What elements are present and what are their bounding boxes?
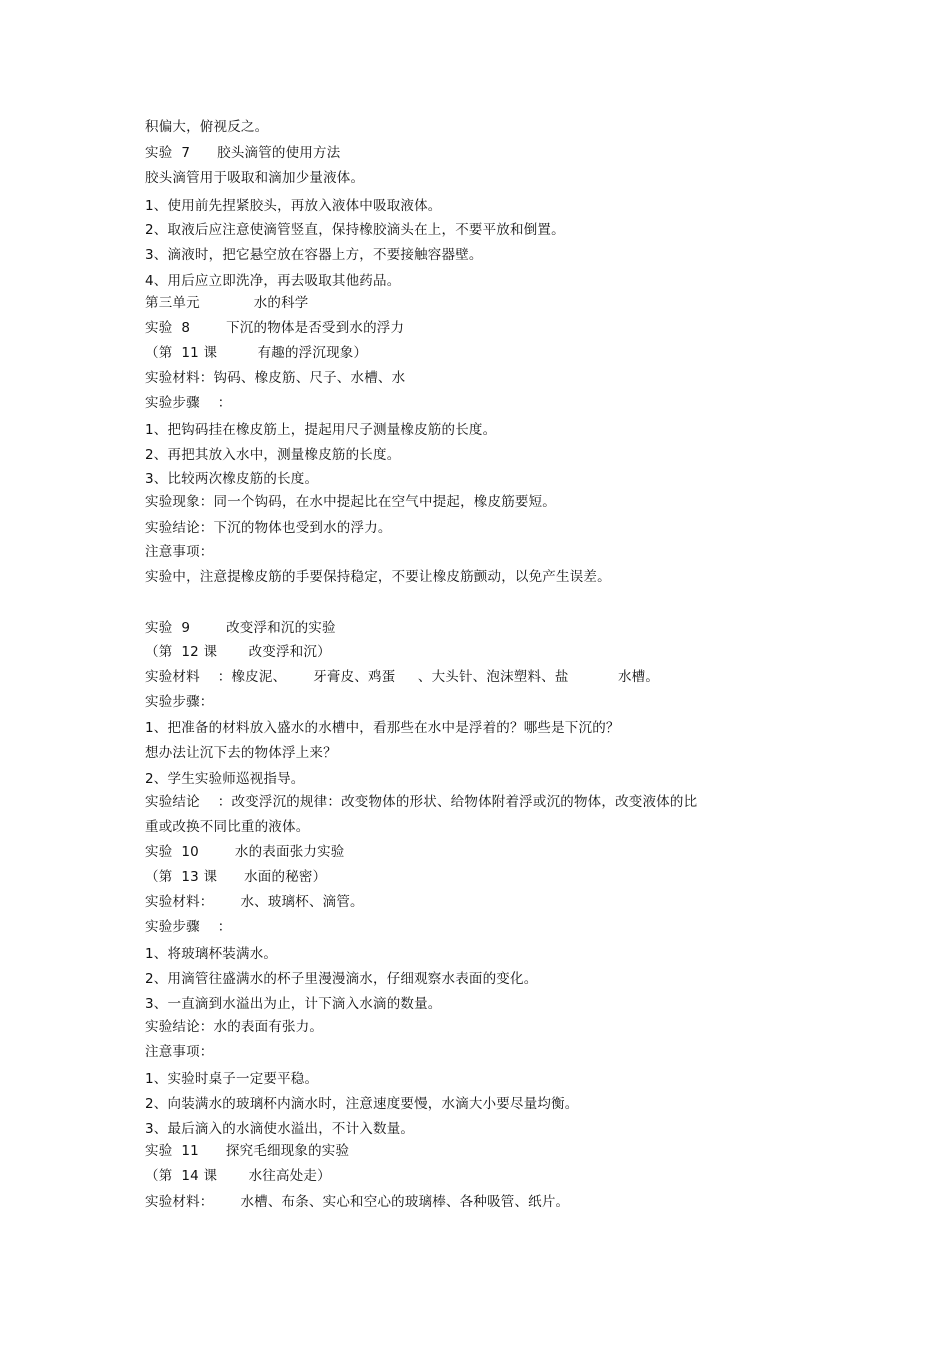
lesson-line: （第 13 课 水面的秘密） xyxy=(145,869,327,885)
text-line: 实验材料 ：橡皮泥、 牙膏皮、鸡蛋 、大头针、泡沫塑料、盐 水槽。 xyxy=(145,669,660,685)
experiment-heading: 实验 7 胶头滴管的使用方法 xyxy=(145,145,341,161)
text-line: 注意事项： xyxy=(145,1044,214,1060)
list-item: 4、用后应立即洗净，再去吸取其他药品。 xyxy=(145,273,401,289)
text-line: 实验步骤 ： xyxy=(145,395,232,411)
experiment-heading: 实验 10 水的表面张力实验 xyxy=(145,844,345,860)
text-line: 实验材料： 水槽、布条、实心和空心的玻璃棒、各种吸管、纸片。 xyxy=(145,1194,570,1210)
text-line: 实验材料：钩码、橡皮筋、尺子、水槽、水 xyxy=(145,370,406,386)
list-item: 3、最后滴入的水滴使水溢出，不计入数量。 xyxy=(145,1121,415,1137)
text-line: 实验结论：水的表面有张力。 xyxy=(145,1019,324,1035)
list-item: 2、向装满水的玻璃杯内滴水时，注意速度要慢，水滴大小要尽量均衡。 xyxy=(145,1096,579,1112)
text-line: 实验现象：同一个钩码，在水中提起比在空气中提起，橡皮筋要短。 xyxy=(145,494,556,510)
text-line: 实验步骤 ： xyxy=(145,919,232,935)
experiment-heading: 实验 8 下沉的物体是否受到水的浮力 xyxy=(145,320,405,336)
text-line: 实验材料： 水、玻璃杯、滴管。 xyxy=(145,894,364,910)
lesson-line: （第 12 课 改变浮和沉） xyxy=(145,644,331,660)
list-item: 2、用滴管往盛满水的杯子里漫漫滴水，仔细观察水表面的变化。 xyxy=(145,971,538,987)
list-item: 2、取液后应注意使滴管竖直，保持橡胶滴头在上，不要平放和倒置。 xyxy=(145,222,565,238)
list-item: 3、滴液时，把它悬空放在容器上方，不要接触容器壁。 xyxy=(145,247,483,263)
list-item: 2、再把其放入水中，测量橡皮筋的长度。 xyxy=(145,447,401,463)
lesson-line: （第 14 课 水往高处走） xyxy=(145,1168,331,1184)
list-item: 2、学生实验师巡视指导。 xyxy=(145,771,305,787)
text-line: 想办法让沉下去的物体浮上来？ xyxy=(145,745,337,761)
list-item: 1、实验时桌子一定要平稳。 xyxy=(145,1071,319,1087)
list-item: 3、一直滴到水溢出为止，计下滴入水滴的数量。 xyxy=(145,996,442,1012)
list-item: 1、把钩码挂在橡皮筋上，提起用尺子测量橡皮筋的长度。 xyxy=(145,422,497,438)
list-item: 1、使用前先捏紧胶头，再放入液体中吸取液体。 xyxy=(145,198,442,214)
list-item: 1、把准备的材料放入盛水的水槽中，看那些在水中是浮着的？哪些是下沉的？ xyxy=(145,720,620,736)
text-line: 实验中，注意提橡皮筋的手要保持稳定，不要让橡皮筋颤动，以免产生误差。 xyxy=(145,569,611,585)
text-line: 实验结论 ：改变浮沉的规律：改变物体的形状、给物体附着浮或沉的物体，改变液体的比 xyxy=(145,794,698,810)
text-line: 实验步骤： xyxy=(145,694,214,710)
list-item: 1、将玻璃杯装满水。 xyxy=(145,946,278,962)
text-line: 注意事项： xyxy=(145,544,214,560)
unit-heading: 第三单元 水的科学 xyxy=(145,295,309,311)
text-line: 重或改换不同比重的液体。 xyxy=(145,819,310,835)
text-line: 实验结论：下沉的物体也受到水的浮力。 xyxy=(145,520,392,536)
text-line: 胶头滴管用于吸取和滴加少量液体。 xyxy=(145,170,365,186)
list-item: 3、比较两次橡皮筋的长度。 xyxy=(145,471,319,487)
text-line: 积偏大，俯视反之。 xyxy=(145,119,269,135)
experiment-heading: 实验 11 探究毛细现象的实验 xyxy=(145,1143,350,1159)
experiment-heading: 实验 9 改变浮和沉的实验 xyxy=(145,620,336,636)
lesson-line: （第 11 课 有趣的浮沉现象） xyxy=(145,345,368,361)
